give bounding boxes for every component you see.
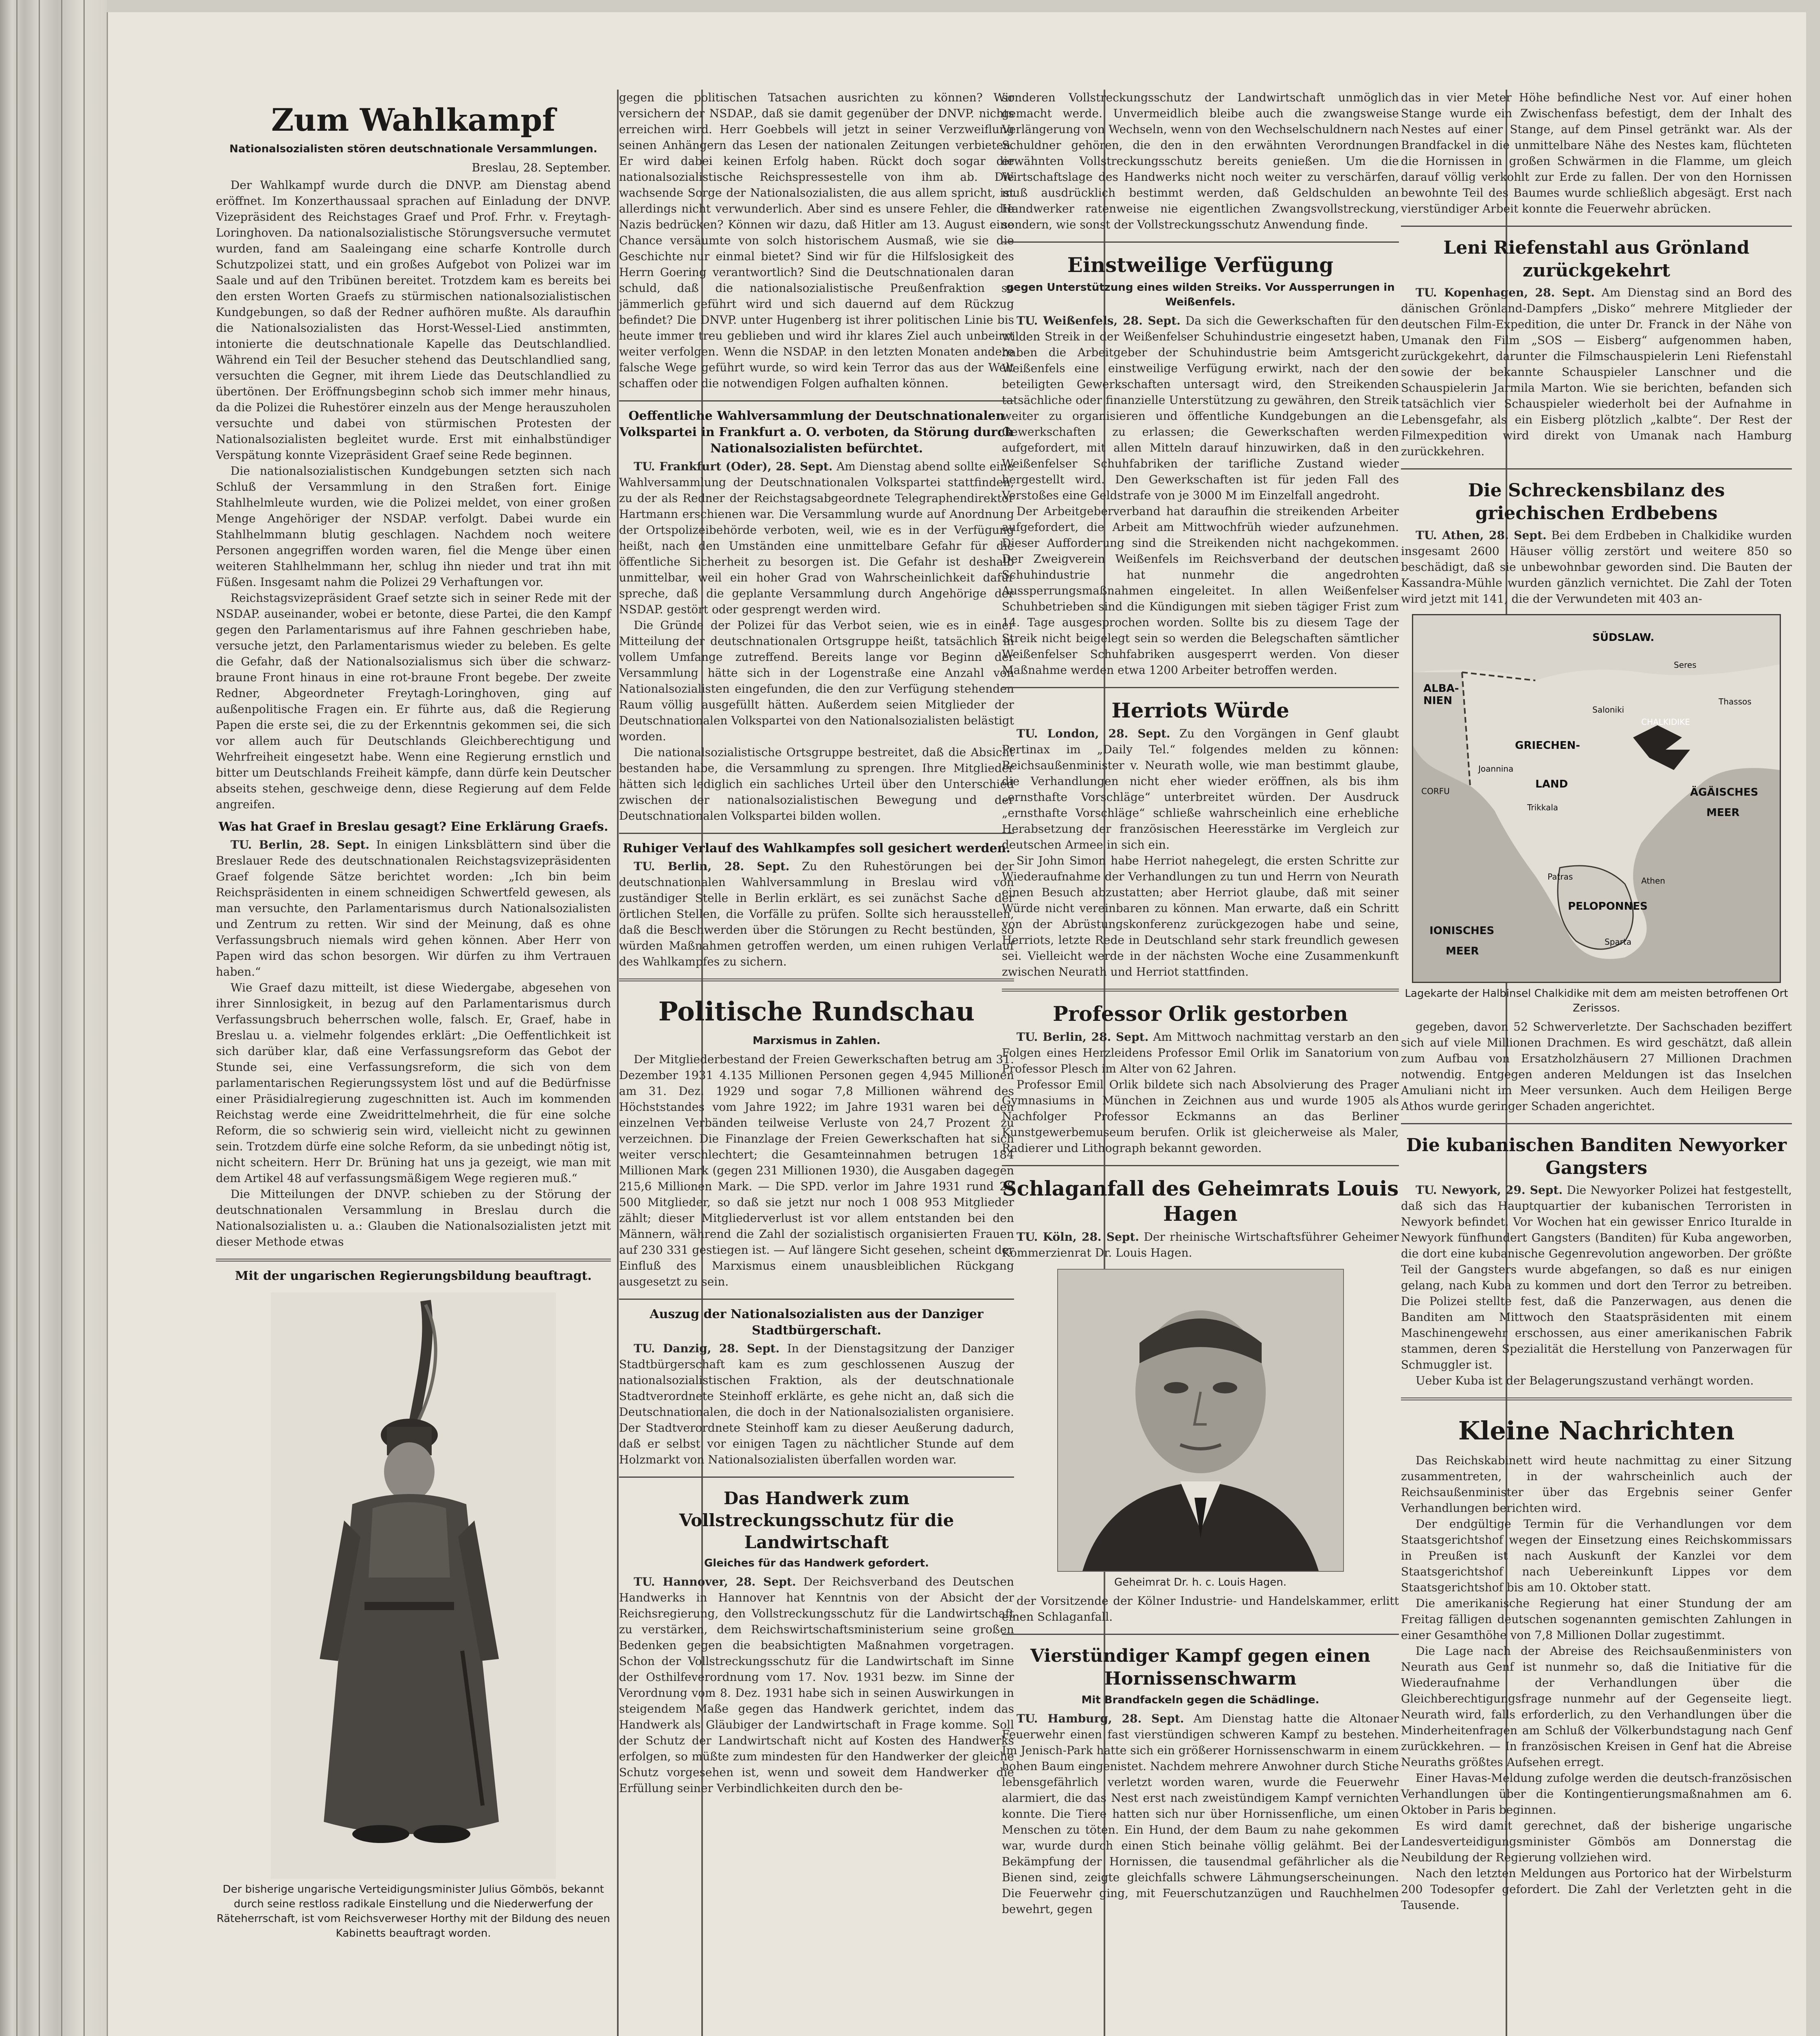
dateline: TU. Berlin, 28. Sept. bbox=[634, 860, 790, 873]
column-3 bbox=[1002, 90, 1399, 1917]
article-paragraph bbox=[1002, 313, 1399, 503]
article-subheadline: Mit Brandfackeln gegen die Schädlinge. bbox=[1081, 1694, 1319, 1706]
page-stack-edge bbox=[0, 0, 107, 2036]
section-rule bbox=[1002, 989, 1399, 992]
article-headline: Schlaganfall des Geheimrats Louis Hagen bbox=[1002, 1176, 1399, 1226]
article-rule bbox=[1002, 687, 1399, 688]
article-text: Bei dem Erdbeben in Chalkidike wurden insgesamt 2600 Häuser völlig zerstört und weitere 850 so beschädigt, daß sie unbewohnbar geworden sind. Die Bauten der Kassandra-Mühle wurden gänzlich vernichtet. Die Zahl der Toten wird jetzt mit 141, die der Verwundeten mit 403 an- bbox=[1401, 529, 1792, 606]
article-headline: Vierstündiger Kampf gegen einen Hornissenschwarm bbox=[1030, 1645, 1370, 1689]
article-paragraph bbox=[1002, 1229, 1399, 1261]
column-2 bbox=[619, 90, 1014, 1796]
article-paragraph: Reichstagsvizepräsident Graef setzte sich in seiner Rede mit der NSDAP. auseinander, wobei er betonte, diese Partei, die den Kampf gegen den Parlamentarismus auf ihre Fahnen geschrieben habe, versuche jetzt, den Parlamentarismus wieder zu beleben. Es gelte die Gefahr, daß der Nationalsozialismus sich über die schwarz-braune Front hinaus in eine rot-braune Front begebe. Der zweite Redner, Abgeordneter Freytagh-Loringhoven, ging auf außenpolitische Fragen ein. Er führte aus, daß die Regierung Papen die erste sei, die zu der Erkenntnis gekommen sei, die sich vor allem auch für Deutschlands Gleichberechtigung und Wehrfreiheit eingesetzt habe. Wenn eine Regierung ernstlich und bitter um Deutschlands Freiheit kämpfe, dann dürfe kein Deutscher abseits stehen, geschweige denn, diese Regierung auf dem Felde angreifen. bbox=[216, 591, 611, 811]
article-rule bbox=[619, 833, 1014, 834]
article-paragraph bbox=[216, 837, 611, 980]
map-label: PELOPONNES bbox=[1568, 900, 1648, 913]
article-headline: Ruhiger Verlauf des Wahlkampfes soll gesichert werden. bbox=[623, 841, 1010, 856]
hagen-portrait-photo bbox=[1057, 1269, 1344, 1572]
map-label: CHALKIDIKE bbox=[1641, 717, 1690, 727]
photo-caption: Der bisherige ungarische Verteidigungsminister Julius Gömbös, bekannt durch seine restloss radikale Einstellung und die Niederwerfung der Räteherrschaft, ist vom Reichsverweser Horthy mit der Bildung des neuen Kabinetts beauftragt worden. bbox=[216, 1883, 610, 1939]
article-paragraph: gegen die politischen Tatsachen ausrichten zu können? Wir versichern der NSDAP., daß sie damit gegenüber der DNVP. nichts erreichen wird. Herr Goebbels will jetzt in seiner Verzweiflung seinen Anhängern das Lesen der nationalen Zeitungen verbieten. Er wird dabei keinen Erfolg haben. Rückt doch sogar die nationalsozialistische Reichspressestelle von ihm ab. Die wachsende Sorge der Nationalsozialisten, die aus allem spricht, ist allerdings nicht verwunderlich. Aber sind es unsere Fehler, die die Nazis bedrücken? Können wir dazu, daß Hitler am 13. August eine Chance versäumte von solch historischem Ausmaß, wie sie die Geschichte nur einmal bietet? Sind wir für die Hilfslosigkeit des Herrn Goering verantwortlich? Sind die Deutschnationalen daran schuld, daß die nationalsozialistische Preußenfraktion so jämmerlich geführt wird und sich dauernd auf dem Rückzug befindet? Die DNVP. unter Hugenberg ist ihrer politischen Linie bis heute immer treu geblieben und wird ihr klares Ziel auch unbeirrt weiter verfolgen. Wenn die NSDAP. in den letzten Monaten andere falsche Wege geführt wurde, so wird kein Terror das aus der Welt schaffen oder die notwendigen Folgen aufhalten können. bbox=[619, 91, 1014, 390]
article-text: Zu den Ruhestörungen bei der deutschnationalen Wahlversammlung in Breslau wird von zuständiger Stelle in Berlin erklärt, es sei zunächst Sache der örtlichen Stellen, die Vorfälle zu prüfen. Sollte sich herausstellen, daß die Beschwerden über die Störungen zu Recht bestünden, so würden Maßnahmen getroffen werden, um einen ruhigen Verlauf des Wahlkampfes zu sichern. bbox=[619, 860, 1014, 968]
article-paragraph bbox=[619, 1574, 1014, 1796]
article-subheadline: Gleiches für das Handwerk gefordert. bbox=[704, 1557, 929, 1569]
article-paragraph: Die nationalsozialistischen Kundgebungen setzten sich nach Schluß der Versammlung in den Straßen fort. Einige Stahlhelmleute wurden, wie die Polizei meldet, von einer großen Menge Angehöriger der NSDAP. verfolgt. Dabei wurde ein Stahlhelmmann blutig geschlagen. Nachdem noch weitere Personen angegriffen worden waren, fiel die Menge über einen weiteren Stahlhelmmann her, schlug ihn nieder und trat ihn mit Füßen. Insgesamt nahm die Polizei 29 Verhaftungen vor. bbox=[216, 464, 611, 589]
section-headline: Politische Rundschau bbox=[658, 996, 975, 1027]
article-rule bbox=[619, 1299, 1014, 1300]
article-paragraph bbox=[1002, 1711, 1399, 1917]
news-item: Die amerikanische Regierung hat einer Stundung der am Freitag fälligen deutschen sogenannten gemischten Zahlungen in einer Gesamthöhe von 7,8 Millionen Dollar zugestimmt. bbox=[1401, 1597, 1792, 1642]
article-paragraph: Die Mitteilungen der DNVP. schieben zu der Störung der deutschnationalen Versammlung in Breslau durch die Nationalsozialisten u. a.: Glauben die Nationalsozialisten jetzt mit dieser Methode etwas bbox=[216, 1187, 611, 1248]
article-paragraph: Die nationalsozialistische Ortsgruppe bestreitet, daß die Absicht bestanden habe, die Versammlung zu sprengen. Ihre Mitglieder hätten sich lediglich ein sachliches Urteil über den Unterschied zwischen der nationalsozialistischen Bewegung und der Deutschnationalen Volkspartei bilden wollen. bbox=[619, 746, 1014, 823]
article-headline: Was hat Graef in Breslau gesagt? Eine Erklärung Graefs. bbox=[218, 820, 608, 834]
news-item: Die Lage nach der Abreise des Reichsaußenministers von Neurath aus Genf ist nunmehr so, daß die Initiative für die Wiederaufnahme der Verhandlungen über die Gleichberechtigungsfrage nunmehr auf der Gegenseite liegt. Neurath wird, falls erforderlich, zu den Verhandlungen über die Minderheitenfragen am Schluß der Völkerbundstagung nach Genf zurückkehren. — In französischen Kreisen in Genf hat die Abreise Neuraths größtes Aufsehen erregt. bbox=[1401, 1644, 1792, 1769]
article-headline: Professor Orlik gestorben bbox=[1053, 1002, 1348, 1026]
dateline: Breslau, 28. September. bbox=[472, 161, 611, 174]
article-text: In einigen Linksblättern sind über die Breslauer Rede des deutschnationalen Reichstagsvizepräsidenten Graef folgende Sätze berichtet worden: „Ich bin beim Reichspräsidenten in einem schneidigen Schwertfeld gewesen, als man versuchte, den Parlamentarismus durch Nationalsozialisten und Zentrum zu retten. Wir sind der Meinung, daß es ohne Verfassungsbruch niemals wird gehen können. Aber Herr von Papen wird das schon besorgen. Wir dürfen zu ihm Vertrauen haben.“ bbox=[216, 838, 611, 979]
article-text: Am Dienstag abend sollte eine Wahlversammlung der Deutschnationalen Volkspartei stattfinden, zu der als Redner der Reichstagsabgeordnete Telegraphendirektor Hartmann erschienen war. Die Versammlung wurde auf Anordnung der Ortspolizeibehörde verboten, weil, wie es in der Verfügung heißt, nach den Umständen eine unmittelbare Gefahr für die öffentliche Sicherheit zu besorgen ist. Die Gefahr ist deshalb unmittelbar, weil ein hoher Grad von Wahrscheinlichkeit dafür spreche, daß die geplante Versammlung durch Angehörige der NSDAP. gestört oder gesprengt werden wird. bbox=[619, 460, 1014, 616]
article-paragraph: Der Wahlkampf wurde durch die DNVP. am Dienstag abend eröffnet. Im Konzerthaussaal sprachen auf Einladung der DNVP. Vizepräsident des Reichstages Graef und Prof. Frhr. v. Freytagh-Loringhoven. Da nationalsozialistische Störungsversuche vermutet wurden, fand am Saaleingang eine scharfe Kontrolle durch Schutzpolizei statt, und ein großes Aufgebot von Polizei war im Saale und auf den Tribünen bereitet. Trotzdem kam es bereits bei den ersten Worten Graefs zu stürmischen nationalsozialistischen Kundgebungen, so daß der Redner aufhören mußte. Als daraufhin die Nationalsozialisten das Horst-Wessel-Lied anstimmten, intonierte die deutschnationale Kapelle das Deutschlandlied. Während ein Teil der Besucher stehend das Deutschlandlied sang, versuchten die Gegner, mit ihrem Liede das Deutschlandlied zu übertönen. Der Eröffnungsbeginn schob sich immer mehr hinaus, da die Polizei die Ruhestörer einzeln aus der Menge herauszuholen versuchte und dabei von stürmischen Protesten der Nationalsozialisten begleitet wurde. Erst mit einhalbstündiger Verspätung konnte Vizepräsident Graef seine Rede beginnen. bbox=[216, 178, 611, 462]
article-rule bbox=[1401, 468, 1792, 470]
newspaper-page bbox=[107, 12, 1806, 2036]
article-headline: Die Schreckensbilanz des griechischen Erdbebens bbox=[1468, 480, 1725, 524]
article-headline: Zum Wahlkampf bbox=[271, 102, 555, 138]
article-paragraph: Die Gründe der Polizei für das Verbot seien, wie es in einer Mitteilung der deutschnationalen Ortsgruppe heißt, tatsächlich in vollem Umfange zutreffend. Bereits lange vor Beginn der Versammlung hätte sich in der Logenstraße eine Anzahl von Nationalsozialisten eingefunden, die den zur Verfügung stehenden Raum völlig ausgefüllt hätten. Außerdem seien Mitglieder der Deutschnationalen Volkspartei von den Nationalsozialisten belästigt worden. bbox=[619, 619, 1014, 743]
dateline: TU. Köln, 28. Sept. bbox=[1016, 1230, 1139, 1244]
dateline: TU. Athen, 28. Sept. bbox=[1416, 529, 1547, 542]
article-paragraph bbox=[619, 858, 1014, 970]
dateline: TU. Kopenhagen, 28. Sept. bbox=[1416, 286, 1595, 299]
map-label: Thassos bbox=[1719, 697, 1752, 706]
greece-map bbox=[1412, 614, 1781, 983]
dateline: TU. Hannover, 28. Sept. bbox=[634, 1575, 796, 1588]
article-headline: Die kubanischen Banditen Newyorker Gangsters bbox=[1406, 1135, 1787, 1178]
article-text: Am Mittwoch nachmittag verstarb an den Folgen eines Herzleidens Professor Emil Orlik im Sanatorium von Professor Plesch im Alter von 62 Jahren. bbox=[1002, 1030, 1399, 1075]
section-rule bbox=[1401, 1398, 1792, 1400]
map-label: Saloniki bbox=[1592, 705, 1625, 715]
section-rule bbox=[216, 1259, 611, 1262]
news-item: Der endgültige Termin für die Verhandlungen vor dem Staatsgerichtshof wegen der Einsetzung eines Reichskommissars in Preußen ist nach Auskunft der Kanzlei vor dem Staatsgerichtshof nach Uebereinkunft Lippes vor dem Staatsgerichtshof bis am 10. Oktober statt. bbox=[1401, 1517, 1792, 1594]
map-label: IONISCHES bbox=[1429, 925, 1495, 937]
article-text: Am Dienstag sind an Bord des dänischen Grönland-Dampfers „Disko“ mehrere Mitglieder der deutschen Film-Expedition, die unter Dr. Franck in der Nähe von Umanak den Film „SOS — Eisberg“ aufgenommen haben, zurückgekehrt, darunter die Filmschauspielerin Leni Riefenstahl sowie der bekannte Schauspieler Lanschner und die Schauspielerin Jarmila Marton. Wie sie berichten, befanden sich tatsächlich vier Schauspieler wiederholt bei der Aufnahme in Lebensgefahr, als ein Eisberg plötzlich „kalbte“. Der Rest der Filmexpedition wird direkt von Umanak nach Hamburg zurückkehren. bbox=[1401, 286, 1792, 458]
article-subheadline: Nationalsozialisten stören deutschnationale Versammlungen. bbox=[229, 143, 597, 155]
article-paragraph: Ueber Kuba ist der Belagerungszustand verhängt worden. bbox=[1416, 1374, 1754, 1387]
dateline: TU. Danzig, 28. Sept. bbox=[634, 1342, 780, 1355]
article-text: Am Dienstag hatte die Altonaer Feuerwehr einen fast vierstündigen schweren Kampf zu bestehen. Im Jenisch-Park hatte sich ein größerer Hornissenschwarm in einem hohen Baum eingenistet. Nachdem mehrere Anwohner durch Stiche lebensgefährlich verletzt worden waren, wurde die Feuerwehr alarmiert, die das Nest erst nach zweistündigem Kampf vernichten konnte. Die Tiere hatten sich nur über Hornissenfliche, um einen Menschen zu töten. Ein Hund, der dem Baum zu nahe gekommen war, wurde durch einen Stich beinahe völlig gelähmt. Bei der Bekämpfung der Hornissen, die tausendmal gefährlicher als die Bienen sind, zeigte gleichfalls schwere Lähmungserscheinungen. Die Feuerwehr ging, mit Feuerschutzanzügen und Rauchhelmen bewehrt, gegen bbox=[1002, 1712, 1399, 1916]
section-rule bbox=[619, 979, 1014, 981]
map-label: GRIECHEN- bbox=[1515, 739, 1580, 752]
dateline: TU. Newyork, 29. Sept. bbox=[1416, 1183, 1563, 1197]
article-headline: Das Handwerk zum Vollstreckungsschutz für die Landwirtschaft bbox=[679, 1488, 954, 1552]
article-subheadline: Marxismus in Zahlen. bbox=[753, 1035, 880, 1047]
article-paragraph bbox=[619, 459, 1014, 617]
map-label: Sparta bbox=[1605, 937, 1631, 947]
article-paragraph: das in vier Meter Höhe befindliche Nest vor. Auf einer hohen Stange wurde ein Zwischenfass befestigt, dem der Inhalt des Nestes auf einer Stange, auf dem Pinsel getränkt war. Als der Brandfackel in die unmittelbare Nähe des Nestes kam, flüchteten die Hornissen in großen Schwärmen in die Flamme, um gleich darauf völlig verkohlt zur Erde zu fallen. Der von den Hornissen bewohnte Teil des Baumes wurde schließlich abgesägt. Erst nach vierstündiger Arbeit konnte die Feuerwehr abrücken. bbox=[1401, 91, 1792, 215]
article-paragraph: Der Arbeitgeberverband hat daraufhin die streikenden Arbeiter aufgefordert, die Arbeit am Mittwochfrüh wieder aufzunehmen. Dieser Aufforderung sind die Streikenden nicht nachgekommen. Der Zweigverein Weißenfels im Reichsverband der deutschen Schuhindustrie hat nunmehr die angedrohten Aussperrungsmaßnahmen eingeleitet. In allen Weißenfelser Schuhbetrieben sind die Kündigungen mit sieben tägiger Frist zum 14. Tage ausgesprochen worden. Sollte bis zu diesem Tage der Streik nicht beigelegt sein so werden die Belegschaften sämtlicher Weißenfelser Schuhfabriken ausgesperrt werden. Von dieser Maßnahme werden etwa 1200 Arbeiter betroffen werden. bbox=[1002, 505, 1399, 677]
map-label: Trikkala bbox=[1527, 803, 1558, 812]
article-paragraph bbox=[619, 1341, 1014, 1468]
article-paragraph: Professor Emil Orlik bildete sich nach Absolvierung des Prager Gymnasiums in München in Zeichnen aus und wurde 1905 als Nachfolger Professor Eckmanns an das Berliner Kunstgewerbemuseum berufen. Orlik ist gleicherweise als Maler, Radierer und Lithograph bekannt geworden. bbox=[1002, 1078, 1399, 1155]
section-headline: Kleine Nachrichten bbox=[1458, 1416, 1735, 1446]
article-paragraph bbox=[1401, 1182, 1792, 1373]
article-text: Der Reichsverband des Deutschen Handwerks in Hannover hat Kenntnis von der Absicht der Reichsregierung, den Vollstreckungsschutz für die Landwirtschaft zu verstärken, dem Reichswirtschaftsministerium seine großen Bedenken gegen die beabsichtigten Maßnahmen vorgetragen. Schon der Vollstreckungsschutz für die Landwirtschaft im Sinne der Osthilfeverordnung vom 17. Nov. 1931 bezw. im Sinne der Verordnung vom 8. Dez. 1931 habe sich in seinen Auswirkungen in steigendem Maße gegen das Handwerk gerichtet, indem das Handwerk als Gläubiger der Landwirtschaft in Frage komme. Soll der Schutz der Landwirtschaft nicht auf Kosten des Handwerks erfolgen, so müßte zum mindesten für den Handwerker der gleiche Schutz vorgesehen ist, wenn und soweit dem Handwerker die Erfüllung seiner Verbindlichkeiten durch den be- bbox=[619, 1575, 1014, 1795]
article-paragraph: sonderen Vollstreckungsschutz der Landwirtschaft unmöglich gemacht werde. Unvermeidlich bleibe auch die zwangsweise Verlängerung von Wechseln, wenn von den Wechselschuldnern nach Schuldner gehören, die den in den erwähnten Verordnungen erwähnten Vollstreckungsschutz bereits genießen. Um die Wirtschaftslage des Handwerks nicht noch weiter zu verschärfen, muß ausdrücklich bestimmt werden, daß Geldschulden an Handwerker ratenweise nie eigentlichen Zwangsvollstreckung, sondern, wie sonst der Vollstreckungsschutz Anwendung finde. bbox=[1002, 91, 1399, 231]
article-paragraph: Der Mitgliederbestand der Freien Gewerkschaften betrug am 31. Dezember 1931 4.135 Millionen Personen gegen 4,945 Millionen am 31. Dez. 1929 und sogar 7,8 Millionen während des Höchststandes vom Jahre 1922; im Jahre 1931 waren bei den einzelnen Verbänden teilweise Verluste von 24,7 Prozent zu verzeichnen. Die Finanzlage der Freien Gewerkschaften hat sich weiter verschlechtert; die Gesamteinnahmen betrugen 184 Millionen Mark (gegen 231 Millionen 1930), die Ausgaben dagegen 215,6 Millionen Mark. — Die SPD. verlor im Jahre 1931 rund 28 500 Mitglieder, so daß sie jetzt nur noch 1 008 953 Mitglieder zählt; dieser Mitgliederverlust ist vor allem entstanden bei den Männern, während die Zahl der sozialistisch organisierten Frauen auf 230 331 gestiegen ist. — Auf längere Sicht gesehen, scheint der Einfluß des Marxismus einem unausbleiblichen Rückgang ausgesetzt zu sein. bbox=[619, 1053, 1014, 1288]
map-label: Patras bbox=[1548, 872, 1573, 882]
article-rule bbox=[1401, 1123, 1792, 1124]
article-paragraph bbox=[1401, 527, 1792, 607]
map-label: MEER bbox=[1706, 807, 1740, 819]
news-item: Einer Havas-Meldung zufolge werden die deutsch-französischen Verhandlungen über die Kontingentierungsmaßnahmen am 6. Oktober in Paris beginnen. bbox=[1401, 1771, 1792, 1817]
map-label: CORFU bbox=[1421, 786, 1450, 796]
article-headline: Leni Riefenstahl aus Grönland zurückgekehrt bbox=[1443, 237, 1750, 281]
article-rule bbox=[1401, 226, 1792, 227]
article-rule bbox=[1002, 1634, 1399, 1635]
article-headline: Einstweilige Verfügung bbox=[1067, 253, 1334, 277]
dateline: TU. London, 28. Sept. bbox=[1016, 727, 1170, 740]
article-headline: Auszug der Nationalsozialisten aus der Danziger Stadtbürgerschaft. bbox=[650, 1307, 984, 1338]
article-paragraph bbox=[1401, 285, 1792, 459]
news-item: Es wird damit gerechnet, daß der bisherige ungarische Landesverteidigungsminister Gömbös am Donnerstag die Neubildung der Regierung vollziehen wird. bbox=[1401, 1819, 1792, 1864]
hagen-portrait-illustration bbox=[1058, 1270, 1343, 1571]
column-1 bbox=[216, 90, 611, 1944]
column-rule bbox=[617, 90, 619, 2036]
map-label: Athen bbox=[1641, 876, 1665, 886]
article-paragraph bbox=[1002, 1029, 1399, 1077]
article-paragraph: Wie Graef dazu mitteilt, ist diese Wiedergabe, abgesehen von ihrer Sinnlosigkeit, in bezug auf den Parlamentarismus durch Verfassungsbruch beherrschen wolle, falsch. Er, Graef, habe in Breslau u. a. vielmehr folgendes erklärt: „Die Oeffentlichkeit ist sich darüber klar, daß eine Verfassungsreform das Gebot der Stunde sei, eine Verfassungsreform, die sich von dem parlamentarischen Regierungssystem löst und auf die Bedürfnisse einer Präsidialregierung zugeschnitten ist. Auch im kommenden Reichstag werde eine Zweidrittelmehrheit, die für eine solche Reform, die so schwierig sein wird, vielleicht nicht zu gewinnen sein. Trotzdem dürfe eine solche Reform, da sie unbedingt nötig ist, nicht scheitern. Herr Dr. Brüning hat uns ja gezeigt, wie man mit dem Artikel 48 auf verfassungsmäßigem Wege regieren muß.“ bbox=[216, 981, 611, 1185]
article-text: Der rheinische Wirtschaftsführer Geheimer Kommerzienrat Dr. Louis Hagen. bbox=[1002, 1230, 1399, 1259]
article-rule bbox=[619, 400, 1014, 401]
article-paragraph: der Vorsitzende der Kölner Industrie- und Handelskammer, erlitt einen Schlaganfall. bbox=[1002, 1594, 1399, 1624]
dateline: TU. Frankfurt (Oder), 28. Sept. bbox=[634, 460, 833, 473]
article-text: Die Newyorker Polizei hat festgestellt, daß sich das Hauptquartier der kubanischen Terroristen in Newyork befindet. Vor Wochen hat ein gewisser Enrico Ituralde in Newyork fünfhundert Gangsters (Banditen) für Kuba angeworben, die dort eine kubanische Gegenrevolution angeworben. Der größte Teil der Gangsters wurde abgefangen, so daß es nur einigen gelang, nach Kuba zu kommen und dort den Terror zu betreiben. Die Polizei stellte fest, daß die Panzerwagen, aus denen die Banditen am Mittwoch den Staatspräsidenten mit einem Maschinengewehr erschossen, aus einer amerikanischen Fabrik stammen, deren Spezialität die Herstellung von Panzerwagen für Schmuggler ist. bbox=[1401, 1183, 1792, 1371]
news-item: Das Reichskabinett wird heute nachmittag zu einer Sitzung zusammentreten, in der wahrscheinlich auch der Reichsaußenminister über das Ergebnis seiner Genfer Verhandlungen berichten wird. bbox=[1401, 1454, 1792, 1515]
article-paragraph: Sir John Simon habe Herriot nahegelegt, die ersten Schritte zur Wiederaufnahme der Verhandlungen zu tun und Herrn von Neurath einen Besuch abzustatten; aber Herriot glaube, daß mit seiner Würde nicht vereinbaren zu können. Man erwarte, daß ein Schritt von der Abrüstungskonferenz zurückgezogen habe und seine, Herriots, letzte Rede in Deutschland sehr stark freundlich gewesen sei. Vielleicht werde in der nächsten Woche eine Zusammenkunft zwischen Neurath und Herriot stattfinden. bbox=[1002, 854, 1399, 979]
article-headline: Oeffentliche Wahlversammlung der Deutschnationalen Volkspartei in Frankfurt a. O. verboten, da Störung durch Nationalsozialisten befürchtet. bbox=[619, 409, 1014, 456]
article-text: Da sich die Gewerkschaften für den wilden Streik in der Weißenfelser Schuhindustrie eingesetzt haben, haben die Arbeitgeber der Schuhindustrie beim Amtsgericht Weißenfels eine einstweilige Verfügung erwirkt, nach der den beteiligten Gewerkschaften untersagt wird, den Streikenden tatsächliche oder finanzielle Unterstützung zu gewähren, den Streik weiter zu organisieren und öffentliche Kundgebungen an die Gewerkschaften zu erlassen; die Gewerkschaften werden aufgefordert, mit allen Mitteln darauf hinzuwirken, daß in den Weißenfelser Schuhfabriken der tarifliche Zustand wieder hergestellt wird. Den Gewerkschaften ist für jeden Fall des Verstoßes eine Geldstrafe von je 3000 M im Einzelfall angedroht. bbox=[1002, 314, 1399, 502]
dateline: TU. Berlin, 28. Sept. bbox=[1016, 1030, 1149, 1044]
map-label: ÄGÄISCHES bbox=[1690, 786, 1759, 799]
article-rule bbox=[1002, 1165, 1399, 1166]
map-caption: Lagekarte der Halbinsel Chalkidike mit dem am meisten betroffenen Ort Zerissos. bbox=[1405, 987, 1788, 1014]
dateline: TU. Berlin, 28. Sept. bbox=[231, 838, 370, 851]
column-4 bbox=[1401, 90, 1792, 1913]
photo-caption: Geheimrat Dr. h. c. Louis Hagen. bbox=[1114, 1576, 1287, 1588]
photo-headline: Mit der ungarischen Regierungsbildung beauftragt. bbox=[235, 1269, 592, 1283]
map-label: ALBA- NIEN bbox=[1423, 682, 1459, 707]
dateline: TU. Weißenfels, 28. Sept. bbox=[1016, 314, 1181, 327]
article-paragraph bbox=[1002, 726, 1399, 853]
gombos-photo bbox=[271, 1292, 556, 1879]
map-label: Joannina bbox=[1478, 764, 1514, 774]
dateline: TU. Hamburg, 28. Sept. bbox=[1016, 1712, 1184, 1725]
article-paragraph: gegeben, davon 52 Schwerverletzte. Der Sachschaden beziffert sich auf viele Millionen Drachmen. Es wird geschätzt, daß allein zum Aufbau von Ersatzholzhäusern 27 Millionen Drachmen notwendig. Entgegen anderen Meldungen ist das Inselchen Amuliani nicht im Meer versunken. Auch dem Heiligen Berge Athos wurde geringer Schaden angerichtet. bbox=[1401, 1020, 1792, 1113]
article-subheadline: gegen Unterstützung eines wilden Streiks. Vor Aussperrungen in Weißenfels. bbox=[1006, 281, 1395, 308]
map-label: SÜDSLAW. bbox=[1592, 632, 1655, 644]
article-headline: Herriots Würde bbox=[1111, 698, 1289, 722]
news-item: Nach den letzten Meldungen aus Portorico hat der Wirbelsturm 200 Todesopfer gefordert. Die Zahl der Verletzten geht in die Tausende. bbox=[1401, 1867, 1792, 1912]
gombos-figure-illustration bbox=[271, 1292, 556, 1879]
map-label: MEER bbox=[1446, 945, 1479, 957]
map-label: Seres bbox=[1674, 660, 1697, 670]
article-text: In der Dienstagsitzung der Danziger Stadtbürgerschaft kam es zum geschlossenen Auszug der nationalsozialistischen Fraktion, als der deutschnationale Stadtverordnete Steinhoff erklärte, es gehe nicht an, daß sich die Deutschnationalen, die doch in der Nationalsozialisten organisiere. Der Stadtverordnete Steinhoff kam zu dieser Aeußerung dadurch, daß er selbst vor einigen Tagen zu nächtlicher Stunde auf dem Holzmarkt von Nationalsozialisten überfallen worden war. bbox=[619, 1342, 1014, 1466]
map-label: LAND bbox=[1535, 778, 1568, 790]
article-rule bbox=[619, 1477, 1014, 1478]
article-text: Zu den Vorgängen in Genf glaubt Pertinax im „Daily Tel.“ folgendes melden zu können: Reichsaußenminister v. Neurath wolle, wie man bestimmt glaube, die Verhandlungen nicht eher wieder eröffnen, als bis ihm „ernsthafte Vorschläge“ unterbreitet würden. Der Ausdruck „ernsthafte Vorschläge“ schließe wahrscheinlich eine erhebliche Herabsetzung der französischen Heeresstärke im Vergleich zur deutschen Armee in sich ein. bbox=[1002, 727, 1399, 851]
article-rule bbox=[1002, 241, 1399, 243]
